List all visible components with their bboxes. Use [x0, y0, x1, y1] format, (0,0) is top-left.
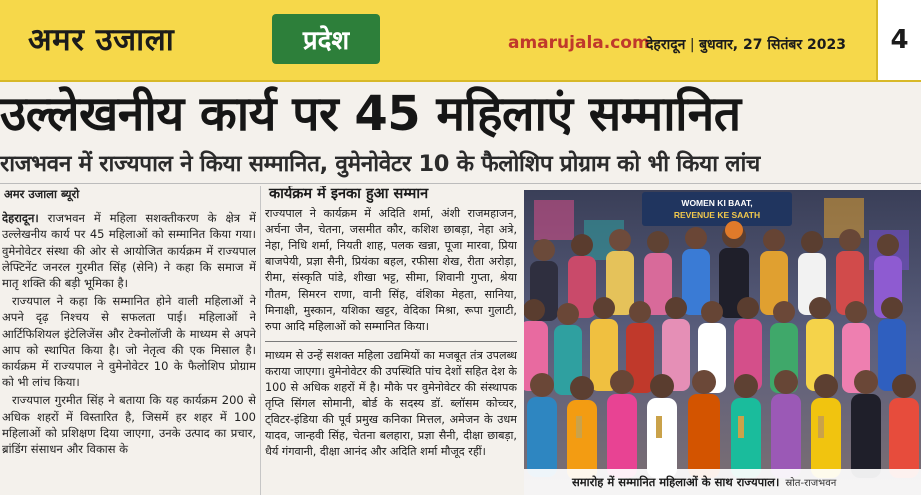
article-column-2 [265, 186, 517, 495]
site-url: amarujala.com [508, 33, 650, 53]
article-paragraph [2, 210, 256, 291]
group-photo-illustration [524, 190, 921, 495]
honorees-list: राज्यपाल ने कार्यक्रम में अदिति शर्मा, अंशी राजमहाजन, अर्चना जैन, चेतना, जसमीत कौर, कशिश छाबड़ा, नेहा अत्रे, नेहा, निधि शर्मा, नियती शाह, पलक खन्ना, पूजा मारवा, प्रिया बाजपेयी, प्रज्ञा सैनी, प्रियंका बहल, रफीसा शेख, रीता अरोड़ा, रीमा, संस्कृति पांडे, शीखा भट्ट, सीमा, शिवानी गुप्ता, श्रेया गौतम, सिमरन राणा, वानी सिंह, वंशिका मेहता, सानिया, मिनाक्षी, मुस्कान, यशिका खट्टर, वेदिका मिश्रा, रूपा गुलाटी, रुपा आदि महिलाओं को सम्मानित किया। [265, 207, 517, 333]
event-photo [524, 190, 921, 495]
newspaper-logo: अमर उजाला [28, 22, 175, 58]
photo-credit: स्रोत-राजभवन [785, 478, 837, 489]
banner-text-line1: WOMEN KI BAAT, [681, 198, 753, 208]
dateline: देहरादून। [2, 211, 39, 226]
page-number: 4 [876, 0, 921, 80]
section-tab [272, 14, 380, 64]
edition-date: बुधवार, 27 सितंबर 2023 [699, 37, 846, 53]
edition-city: देहरादून [646, 37, 686, 53]
column-divider [260, 186, 261, 495]
paragraph-text: राजभवन में महिला सशक्तीकरण के क्षेत्र में उल्लेखनीय कार्य पर 45 महिलाओं को सम्मानित किया गया। वुमेनोवेटर संस्था की ओर से आयोजित कार्यक्रम में राज्यपाल लेफ्टिनेंट जनरल गुरमीत सिंह (सेनि) ने कहा कि समाज में मातृ शक्ति की बड़ी भूमिका है। [2, 211, 256, 291]
edition-dateline [646, 35, 846, 54]
byline: अमर उजाला ब्यूरो [4, 187, 80, 201]
headline: उल्लेखनीय कार्य पर 45 महिलाएं सम्मानित [0, 86, 741, 142]
subheadline: राजभवन में राज्यपाल ने किया सम्मानित, वुमेनोवेटर 10 के फैलोशिप प्रोग्राम को भी किया लांच [0, 151, 761, 177]
article-continuation: माध्यम से उन्हें सशक्त महिला उद्यमियों का मजबूत तंत्र उपलब्ध कराया जाएगा। वुमेनोवेटर की उपस्थिति पांच देशों सहित देश के 100 से अधिक शहरों में है। मौके पर वुमेनोवेटर की संस्थापक तृप्ति सिंगल सोमानी, बोर्ड के सदस्य डॉ. ब्लॉसम कोच्चर, ट्विटर-इंडिया की पूर्व प्रमुख कनिका मित्तल, अमेजन के उधम यादव, जान्हवी सिंह, चेतना बलहारा, प्रज्ञा सैनी, दीक्षा छाबड़ा, धैर्य गंगवानी, दीक्षा आनंद और अदिति शर्मा मौजूद रहीं। [265, 348, 517, 459]
article-paragraph: राज्यपाल गुरमीत सिंह ने बताया कि यह कार्यक्रम 200 से अधिक शहरों में विस्तारित है, जिसमें हर शहर में 100 महिलाओं को प्रशिक्षण दिया जाएगा, उनके उत्पाद का प्रचार, ब्रांडिंग संसाधन और विकास के [2, 393, 256, 457]
honorees-box-title: कार्यक्रम में इनका हुआ सम्मान [269, 186, 429, 202]
caption-text: समारोह में सम्मानित महिलाओं के साथ राज्यपाल। [572, 474, 780, 489]
banner-text-line2: REVENUE KE SAATH [673, 210, 761, 220]
article-paragraph: राज्यपाल ने कहा कि सम्मानित होने वाली महिलाओं ने अपने दृढ़ निश्चय से सफलता पाई। महिलाओं ने आर्टिफिशियल इंटेलिजेंस और टेक्नोलॉजी के माध्यम से अपने आप को स्थापित किया है। जो नेतृत्व की एक मिसाल है। कार्यक्रम में राज्यपाल ने वुमेनोवेटर 10 के फैलोशिप प्रोग्राम को भी लांच किया। [2, 294, 256, 390]
section-label: प्रदेश [302, 26, 350, 56]
masthead [0, 0, 921, 82]
photo-caption [524, 469, 921, 495]
article-column-1 [2, 186, 256, 495]
headline-divider [0, 183, 921, 184]
box-divider [265, 341, 517, 342]
dateline-separator: | [689, 37, 700, 53]
